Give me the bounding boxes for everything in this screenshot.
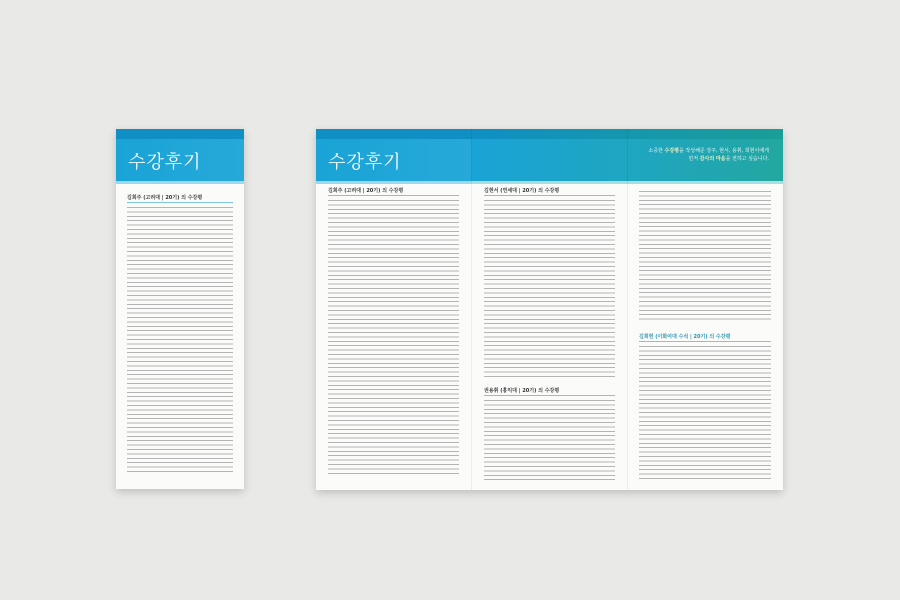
open-brochure (316, 129, 783, 490)
page-title: 수강후기 (328, 152, 402, 173)
fold-line (627, 129, 628, 490)
fold-line (471, 129, 472, 490)
page-title: 수강후기 (128, 152, 202, 173)
review-text-placeholder (127, 207, 233, 475)
folded-brochure (116, 129, 244, 489)
review-heading: 김희주 (고려대 | 20기) 의 수강평 (328, 188, 404, 194)
thanks-quote: 소중한 수강평을 작성해준 강주, 현서, 용휘, 희현이에게 먼저 감사의 마음을 전하고 싶습니다. (648, 148, 769, 162)
review-text-placeholder (484, 200, 615, 378)
review-heading: 김희현 (이화여대 수석 | 20기) 의 수강평 (639, 334, 731, 340)
review-text-placeholder (484, 400, 615, 480)
review-heading: 권용휘 (홍익대 | 20기) 의 수강평 (484, 388, 560, 394)
review-text-placeholder (639, 346, 771, 480)
review-text-placeholder (639, 191, 771, 321)
review-heading: 김희주 (고려대 | 20기) 의 수강평 (127, 195, 203, 201)
review-heading: 김현서 (연세대 | 20기) 의 수강평 (484, 188, 560, 194)
review-text-placeholder (328, 200, 459, 475)
